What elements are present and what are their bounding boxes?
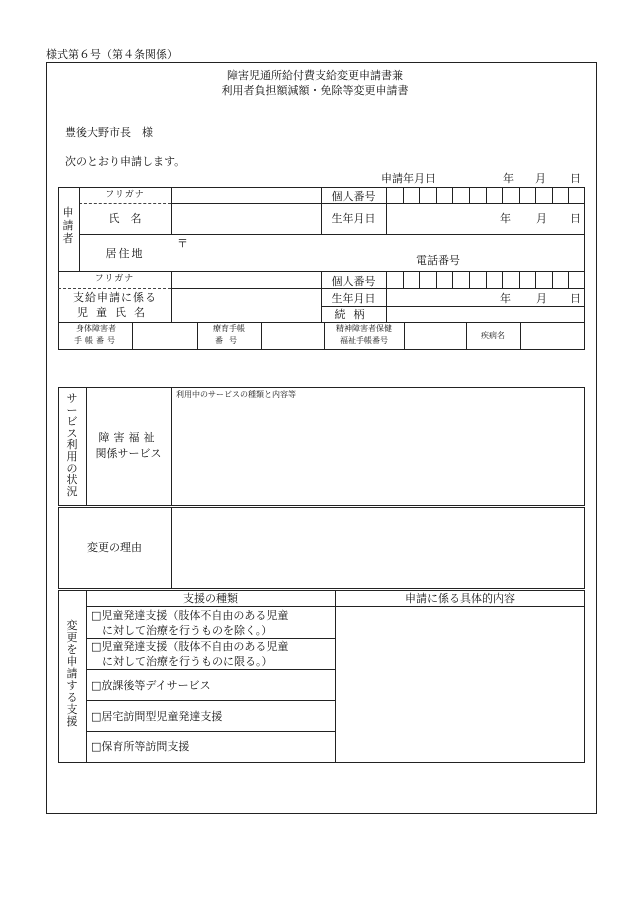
divider [86, 387, 87, 506]
divider [86, 590, 87, 763]
digit-box-divider [552, 271, 553, 288]
divider [386, 187, 387, 234]
form-number: 様式第６号（第４条関係） [46, 48, 178, 61]
child-furigana-label: フリガナ [94, 274, 135, 284]
digit-box-divider [469, 187, 470, 203]
rehab-cert-label-line1: 療育手帳 [213, 324, 245, 333]
divider [520, 322, 521, 350]
divider [321, 288, 585, 289]
support-item-4[interactable]: □居宅訪問型児童発達支援 [91, 710, 223, 723]
digit-box-divider [519, 271, 520, 288]
digit-box-divider [568, 187, 569, 203]
child-birth-month: 月 [536, 292, 547, 305]
divider [171, 387, 172, 506]
addressee: 豊後大野市長 様 [65, 126, 153, 139]
digit-box-divider [419, 187, 420, 203]
child-name-label-line1: 支給申請に係る [73, 291, 157, 304]
physical-cert-label-line2: 手帳番号 [74, 336, 118, 345]
applicant-furigana-label: フリガナ [105, 190, 145, 200]
digit-box-divider [502, 187, 503, 203]
support-type-header: 支援の種類 [183, 592, 238, 605]
digit-box-divider [469, 271, 470, 288]
physical-cert-label-line1: 身体障害者 [76, 324, 116, 333]
digit-box-divider [535, 271, 536, 288]
divider [86, 731, 335, 732]
mental-cert-label-line1: 精神障害者保健 [336, 324, 392, 333]
child-birthdate-label: 生年月日 [331, 292, 376, 305]
digit-box-divider [552, 187, 553, 203]
child-birth-day: 日 [570, 292, 581, 305]
child-relationship-label: 続柄 [334, 308, 373, 321]
form-title-line2: 利用者負担額減額・免除等変更申請書 [221, 84, 409, 97]
divider [321, 306, 585, 307]
divider [86, 700, 335, 701]
divider [171, 271, 172, 322]
digit-box-divider [535, 187, 536, 203]
applicant-personal-number-label: 個人番号 [331, 190, 376, 203]
divider [386, 271, 387, 322]
applicant-birth-year: 年 [500, 212, 511, 225]
divider [321, 203, 585, 204]
application-date-label: 申請年月日 [381, 172, 436, 185]
digit-box-divider [452, 271, 453, 288]
service-usage-section-label: サービス利用の状況 [66, 392, 78, 498]
digit-box-divider [436, 187, 437, 203]
disease-name-label: 疾病名 [481, 331, 505, 340]
divider [171, 187, 172, 234]
divider [79, 234, 585, 235]
digit-box-divider [519, 187, 520, 203]
application-date-day: 日 [570, 172, 581, 185]
applicant-birth-month: 月 [536, 212, 547, 225]
digit-box-divider [568, 271, 569, 288]
digit-box-divider [452, 187, 453, 203]
applicant-section-label: 申請者 [62, 206, 74, 245]
form-title-line1: 障害児通所給付費支給変更申請書兼 [227, 69, 403, 82]
request-sentence: 次のとおり申請します。 [65, 155, 186, 168]
support-item-3[interactable]: □放課後等デイサービス [91, 679, 211, 692]
digit-box-divider [486, 187, 487, 203]
support-item-1-line2: に対して治療を行うものを除く。） [102, 624, 273, 637]
divider [58, 288, 171, 289]
postal-mark: 〒 [177, 237, 188, 250]
service-category-line2: 関係サービス [95, 447, 162, 460]
rehab-cert-label-line2: 番号 [215, 336, 243, 345]
applicant-birth-day: 日 [570, 212, 581, 225]
service-content-label: 利用中のサービスの種類と内容等 [176, 390, 296, 399]
digit-box-divider [486, 271, 487, 288]
child-personal-number-label: 個人番号 [331, 275, 376, 288]
application-date-year: 年 [503, 172, 514, 185]
divider [132, 322, 133, 350]
divider [58, 322, 585, 323]
application-date-month: 月 [535, 172, 546, 185]
divider [79, 203, 171, 204]
divider [86, 669, 335, 670]
divider [171, 203, 321, 204]
applicant-name-label: 氏 名 [108, 212, 142, 225]
support-item-5[interactable]: □保育所等訪問支援 [91, 740, 190, 753]
change-reason-field[interactable] [172, 508, 584, 588]
digit-box-divider [403, 271, 404, 288]
divider [171, 288, 321, 289]
divider [261, 322, 262, 350]
digit-box-divider [502, 271, 503, 288]
support-item-2-line2: に対して治療を行うものに限る。） [102, 655, 273, 668]
phone-label: 電話番号 [416, 254, 460, 267]
digit-box-divider [436, 271, 437, 288]
support-item-1[interactable]: □児童発達支援（肢体不自由のある児童 [91, 609, 289, 622]
applicant-address-label: 居住地 [105, 247, 145, 260]
support-detail-field[interactable] [336, 607, 584, 762]
digit-box-divider [419, 271, 420, 288]
requested-support-section-label: 変更を申請する支援 [66, 619, 78, 728]
divider [404, 322, 405, 350]
change-reason-label: 変更の理由 [87, 541, 142, 554]
support-item-2[interactable]: □児童発達支援（肢体不自由のある児童 [91, 640, 289, 653]
mental-cert-label-line2: 福祉手帳番号 [340, 336, 388, 345]
divider [86, 638, 335, 639]
service-category-line1: 障害福祉 [98, 431, 159, 444]
child-name-label-line2: 児童氏名 [77, 306, 153, 319]
child-birth-year: 年 [500, 292, 511, 305]
digit-box-divider [403, 187, 404, 203]
support-detail-header: 申請に係る具体的内容 [405, 592, 515, 605]
applicant-birthdate-label: 生年月日 [331, 212, 376, 225]
